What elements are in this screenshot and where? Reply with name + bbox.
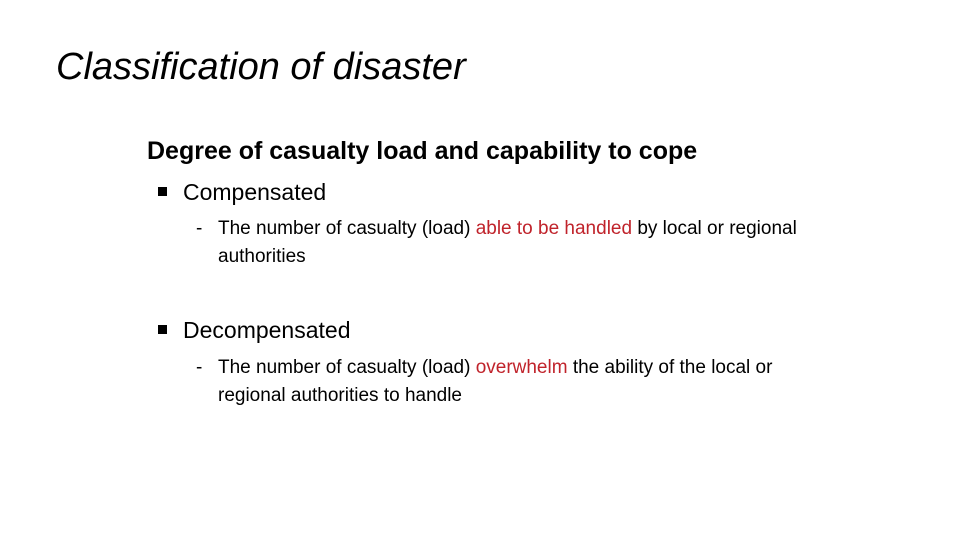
bullet-label: Decompensated — [183, 317, 351, 343]
square-bullet-icon — [158, 325, 167, 334]
slide-title: Classification of disaster — [56, 46, 466, 88]
section-heading: Degree of casualty load and capability to cope — [147, 137, 698, 165]
sub-bullet-text-prefix: The number of casualty (load) — [218, 218, 476, 239]
sub-bullet-text-prefix: The number of casualty (load) — [218, 357, 476, 378]
dash-icon: - — [196, 357, 203, 378]
highlighted-phrase: overwhelm — [475, 357, 568, 378]
highlighted-phrase: able to be handled — [475, 218, 633, 239]
dash-icon: - — [196, 218, 203, 239]
square-bullet-icon — [158, 187, 167, 196]
bullet-compensated — [158, 178, 326, 206]
sub-bullet-text-suffix: by local or regional authorities — [218, 218, 797, 267]
sub-bullet-text — [218, 215, 816, 271]
sub-bullet-decompensated — [196, 354, 816, 410]
sub-bullet-text-suffix: the ability of the local or regional authorities to handle — [218, 357, 773, 406]
bullet-decompensated — [158, 316, 351, 344]
sub-bullet-compensated — [196, 215, 816, 271]
sub-bullet-text — [218, 354, 816, 410]
bullet-label: Compensated — [183, 179, 327, 205]
